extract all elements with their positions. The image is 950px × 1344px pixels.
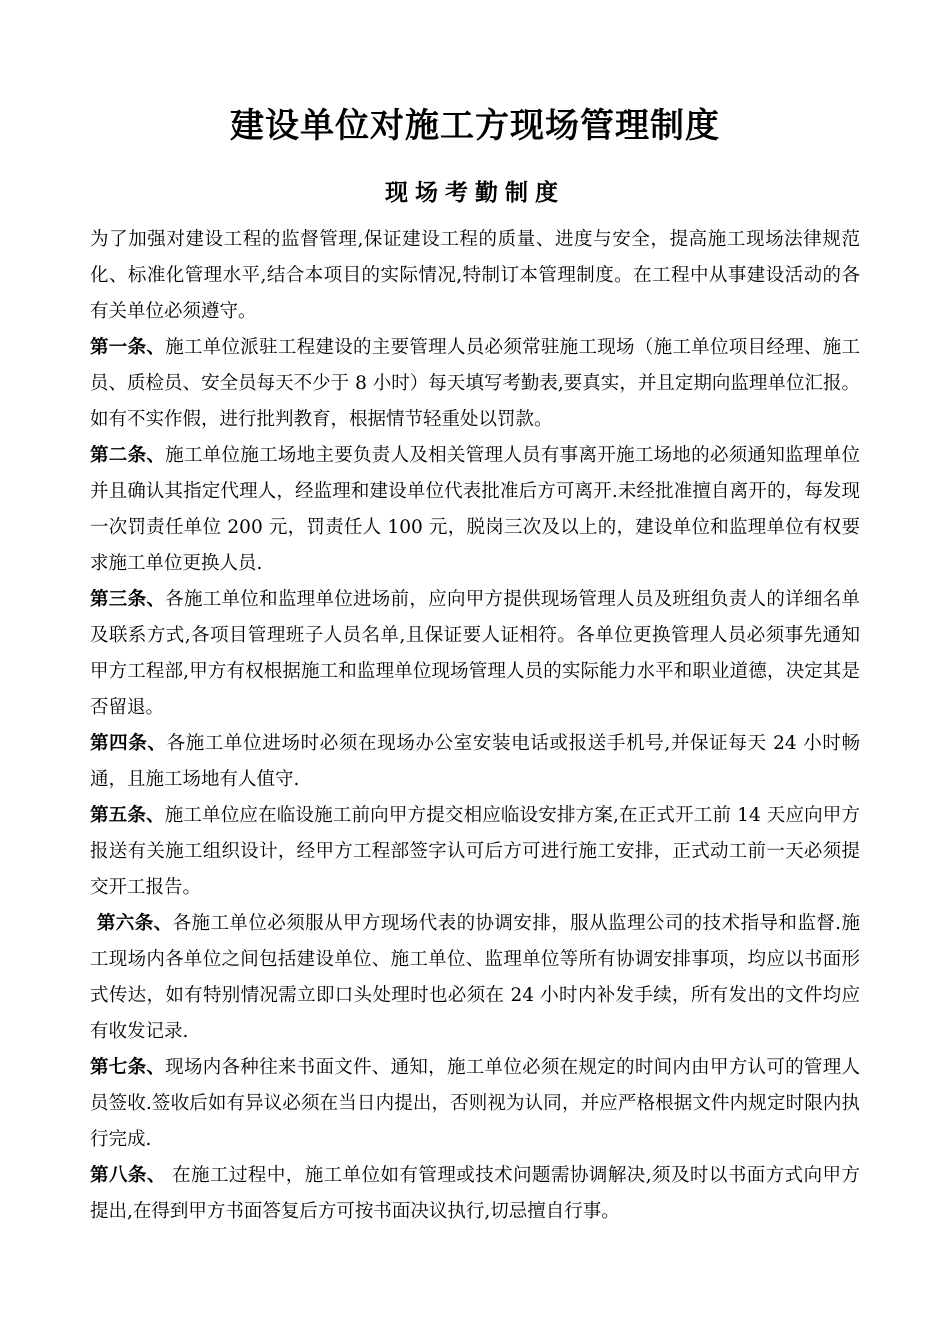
article-text: 施工单位应在临设施工前向甲方提交相应临设安排方案,在正式开工前 14 天应向甲方报送有关施工组织设计，经甲方工程部签字认可后方可进行施工安排，正式动工前一天必须提交开工报告。 (90, 805, 860, 898)
article-text: 施工单位施工场地主要负责人及相关管理人员有事离开施工场地的必须通知监理单位并且确认其指定代理人，经监理和建设单位代表批准后方可离开.未经批准擅自离开的，每发现一次罚责任单位 200 元，罚责任人 100 元，脱岗三次及以上的，建设单位和监理单位有权要求施工单位更换人员. (90, 445, 860, 574)
intro-paragraph: 为了加强对建设工程的监督管理,保证建设工程的质量、进度与安全，提高施工现场法律规范化、标准化管理水平,结合本项目的实际情况,特制订本管理制度。在工程中从事建设活动的各有关单位必须遵守。 (90, 229, 860, 322)
article-label: 第七条、 (90, 1057, 166, 1078)
article-label: 第五条、 (90, 805, 165, 826)
document-subtitle: 现场考勤制度 (385, 179, 565, 206)
article-5 (90, 798, 860, 906)
document-title: 建设单位对施工方现场管理制度 (230, 106, 720, 146)
article-label: 第三条、 (90, 589, 166, 610)
article-7 (90, 1050, 860, 1158)
article-8 (90, 1158, 860, 1230)
article-text: 各施工单位进场时必须在现场办公室安装电话或报送手机号,并保证每天 24 小时畅通，且施工场地有人值守. (90, 733, 860, 790)
article-3 (90, 582, 860, 726)
article-text: 各施工单位和监理单位进场前，应向甲方提供现场管理人员及班组负责人的详细名单及联系方式,各项目管理班子人员名单,且保证要人证相符。各单位更换管理人员必须事先通知甲方工程部,甲方有权根据施工和监理单位现场管理人员的实际能力水平和职业道德，决定其是否留退。 (90, 589, 860, 718)
article-2 (90, 438, 860, 582)
article-text: 施工单位派驻工程建设的主要管理人员必须常驻施工现场（施工单位项目经理、施工员、质检员、安全员每天不少于 8 小时）每天填写考勤表,要真实，并且定期向监理单位汇报。如有不实作假，进行批判教育，根据情节轻重处以罚款。 (90, 337, 860, 430)
article-text: 各施工单位必须服从甲方现场代表的协调安排，服从监理公司的技术指导和监督.施工现场内各单位之间包括建设单位、施工单位、监理单位等所有协调安排事项，均应以书面形式传达，如有特别情况需立即口头处理时也必须在 24 小时内补发手续，所有发出的文件均应有收发记录. (90, 913, 860, 1042)
article-label: 第四条、 (90, 733, 167, 754)
article-4 (90, 726, 860, 798)
article-label: 第二条、 (90, 445, 166, 466)
article-label: 第八条、 (90, 1165, 166, 1186)
article-text: 现场内各种往来书面文件、通知，施工单位必须在规定的时间内由甲方认可的管理人员签收.签收后如有异议必须在当日内提出，否则视为认同，并应严格根据文件内规定时限内执行完成. (90, 1057, 860, 1150)
article-1 (90, 330, 860, 438)
article-label: 第六条、 (90, 913, 173, 934)
article-text: 在施工过程中，施工单位如有管理或技术问题需协调解决,须及时以书面方式向甲方提出,在得到甲方书面答复后方可按书面决议执行,切忌擅自行事。 (90, 1165, 860, 1222)
article-6 (90, 906, 860, 1050)
article-label: 第一条、 (90, 337, 166, 358)
